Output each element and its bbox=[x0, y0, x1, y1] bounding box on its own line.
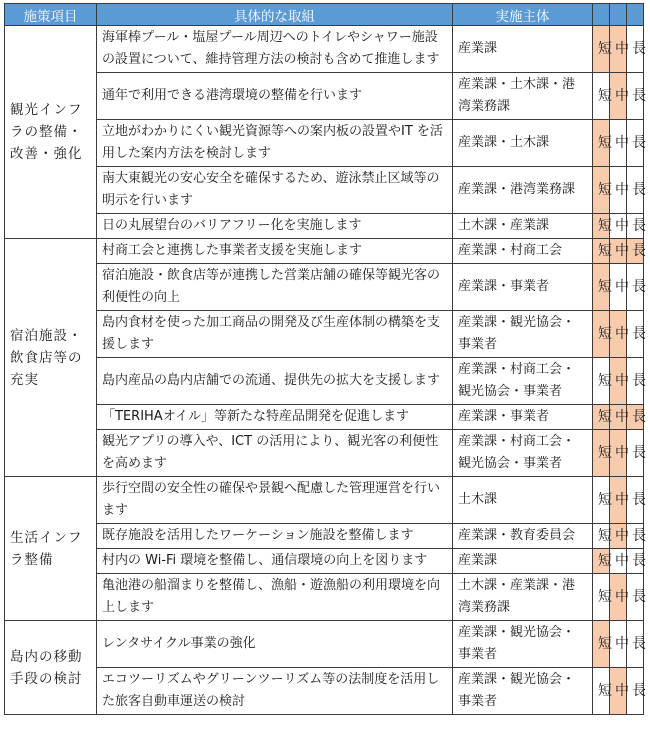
term-long-cell: 長 bbox=[627, 264, 644, 311]
term-short-cell: 短 bbox=[593, 621, 610, 668]
term-short-cell: 短 bbox=[593, 73, 610, 120]
table-row bbox=[5, 239, 644, 264]
owner-cell: 産業課・観光協会・事業者 bbox=[453, 668, 593, 715]
term-long-cell: 長 bbox=[627, 524, 644, 549]
term-short-cell: 短 bbox=[593, 264, 610, 311]
table-row bbox=[5, 574, 644, 621]
table-row bbox=[5, 214, 644, 239]
term-mid-cell: 中 bbox=[610, 311, 627, 358]
owner-cell: 産業課・土木課 bbox=[453, 120, 593, 167]
term-long-cell: 長 bbox=[627, 120, 644, 167]
action-cell: 島内産品の島内店舗での流通、提供先の拡大を支援します bbox=[97, 358, 453, 405]
header-term-long bbox=[627, 4, 644, 26]
term-short-cell: 短 bbox=[593, 311, 610, 358]
owner-cell: 産業課・観光協会・事業者 bbox=[453, 621, 593, 668]
term-mid-cell: 中 bbox=[610, 477, 627, 524]
owner-cell: 産業課 bbox=[453, 26, 593, 73]
action-cell: 歩行空間の安全性の確保や景観へ配慮した管理運営を行います bbox=[97, 477, 453, 524]
header-category: 施策項目 bbox=[5, 4, 97, 26]
term-mid-cell: 中 bbox=[610, 524, 627, 549]
term-long-cell: 長 bbox=[627, 430, 644, 477]
term-mid-cell: 中 bbox=[610, 26, 627, 73]
term-mid-cell: 中 bbox=[610, 405, 627, 430]
header-action: 具体的な取組 bbox=[97, 4, 453, 26]
term-long-cell: 長 bbox=[627, 239, 644, 264]
action-cell: 村内の Wi-Fi 環境を整備し、通信環境の向上を図ります bbox=[97, 549, 453, 574]
term-short-cell: 短 bbox=[593, 574, 610, 621]
table-row bbox=[5, 358, 644, 405]
action-cell: 通年で利用できる港湾環境の整備を行います bbox=[97, 73, 453, 120]
table-row bbox=[5, 621, 644, 668]
table-row bbox=[5, 311, 644, 358]
action-cell: 宿泊施設・飲食店等が連携した営業店舗の確保等観光客の利便性の向上 bbox=[97, 264, 453, 311]
term-long-cell: 長 bbox=[627, 311, 644, 358]
owner-cell: 産業課・観光協会・事業者 bbox=[453, 311, 593, 358]
term-short-cell: 短 bbox=[593, 167, 610, 214]
measures-table bbox=[4, 3, 644, 715]
term-mid-cell: 中 bbox=[610, 430, 627, 477]
action-cell: 海軍棒プール・塩屋プール周辺へのトイレやシャワー施設の設置について、維持管理方法の検討も含めて推進します bbox=[97, 26, 453, 73]
owner-cell: 土木課・産業課・港湾業務課 bbox=[453, 574, 593, 621]
owner-cell: 産業課・村商工会 bbox=[453, 239, 593, 264]
owner-cell: 産業課・事業者 bbox=[453, 405, 593, 430]
owner-cell: 産業課・土木課・港湾業務課 bbox=[453, 73, 593, 120]
action-cell: レンタサイクル事業の強化 bbox=[97, 621, 453, 668]
term-mid-cell: 中 bbox=[610, 120, 627, 167]
table-row bbox=[5, 549, 644, 574]
term-long-cell: 長 bbox=[627, 621, 644, 668]
action-cell: エコツーリズムやグリーンツーリズム等の法制度を活用した旅客自動車運送の検討 bbox=[97, 668, 453, 715]
table-row bbox=[5, 73, 644, 120]
action-cell: 島内食材を使った加工商品の開発及び生産体制の構築を支援します bbox=[97, 311, 453, 358]
table-row bbox=[5, 430, 644, 477]
header-owner: 実施主体 bbox=[453, 4, 593, 26]
term-long-cell: 長 bbox=[627, 477, 644, 524]
category-cell: 宿泊施設・飲食店等の充実 bbox=[5, 239, 97, 477]
table-row bbox=[5, 26, 644, 73]
term-short-cell: 短 bbox=[593, 477, 610, 524]
term-long-cell: 長 bbox=[627, 167, 644, 214]
term-long-cell: 長 bbox=[627, 358, 644, 405]
action-cell: 村商工会と連携した事業者支援を実施します bbox=[97, 239, 453, 264]
table-row bbox=[5, 264, 644, 311]
table-row bbox=[5, 167, 644, 214]
owner-cell: 産業課・村商工会・観光協会・事業者 bbox=[453, 358, 593, 405]
term-mid-cell: 中 bbox=[610, 73, 627, 120]
action-cell: 立地がわかりにくい観光資源等への案内板の設置やIT を活用した案内方法を検討します bbox=[97, 120, 453, 167]
category-cell: 生活インフラ整備 bbox=[5, 477, 97, 621]
table-row bbox=[5, 405, 644, 430]
term-mid-cell: 中 bbox=[610, 621, 627, 668]
action-cell: 南大東観光の安心安全を確保するため、遊泳禁止区域等の明示を行います bbox=[97, 167, 453, 214]
term-long-cell: 長 bbox=[627, 214, 644, 239]
header-term-short bbox=[593, 4, 610, 26]
action-cell: 亀池港の船溜まりを整備し、漁船・遊漁船の利用環境を向上します bbox=[97, 574, 453, 621]
table-body bbox=[5, 26, 644, 715]
term-mid-cell: 中 bbox=[610, 239, 627, 264]
owner-cell: 産業課 bbox=[453, 549, 593, 574]
term-mid-cell: 中 bbox=[610, 167, 627, 214]
owner-cell: 土木課・産業課 bbox=[453, 214, 593, 239]
term-short-cell: 短 bbox=[593, 26, 610, 73]
table-row bbox=[5, 120, 644, 167]
term-long-cell: 長 bbox=[627, 574, 644, 621]
owner-cell: 産業課・事業者 bbox=[453, 264, 593, 311]
term-mid-cell: 中 bbox=[610, 358, 627, 405]
owner-cell: 土木課 bbox=[453, 477, 593, 524]
term-short-cell: 短 bbox=[593, 120, 610, 167]
header-term-mid bbox=[610, 4, 627, 26]
term-short-cell: 短 bbox=[593, 358, 610, 405]
term-short-cell: 短 bbox=[593, 405, 610, 430]
owner-cell: 産業課・村商工会・観光協会・事業者 bbox=[453, 430, 593, 477]
term-long-cell: 長 bbox=[627, 668, 644, 715]
term-short-cell: 短 bbox=[593, 214, 610, 239]
term-short-cell: 短 bbox=[593, 430, 610, 477]
term-long-cell: 長 bbox=[627, 405, 644, 430]
term-mid-cell: 中 bbox=[610, 264, 627, 311]
term-mid-cell: 中 bbox=[610, 214, 627, 239]
table-row bbox=[5, 668, 644, 715]
table-row bbox=[5, 477, 644, 524]
term-mid-cell: 中 bbox=[610, 549, 627, 574]
term-long-cell: 長 bbox=[627, 549, 644, 574]
action-cell: 観光アプリの導入や、ICT の活用により、観光客の利便性を高めます bbox=[97, 430, 453, 477]
term-mid-cell: 中 bbox=[610, 574, 627, 621]
owner-cell: 産業課・教育委員会 bbox=[453, 524, 593, 549]
table-row bbox=[5, 524, 644, 549]
term-mid-cell: 中 bbox=[610, 668, 627, 715]
owner-cell: 産業課・港湾業務課 bbox=[453, 167, 593, 214]
action-cell: 日の丸展望台のバリアフリー化を実施します bbox=[97, 214, 453, 239]
term-long-cell: 長 bbox=[627, 73, 644, 120]
category-cell: 観光インフラの整備・改善・強化 bbox=[5, 26, 97, 239]
term-short-cell: 短 bbox=[593, 668, 610, 715]
term-short-cell: 短 bbox=[593, 524, 610, 549]
action-cell: 既存施設を活用したワーケーション施設を整備します bbox=[97, 524, 453, 549]
term-short-cell: 短 bbox=[593, 549, 610, 574]
category-cell: 島内の移動手段の検討 bbox=[5, 621, 97, 715]
term-short-cell: 短 bbox=[593, 239, 610, 264]
action-cell: 「TERIHAオイル」等新たな特産品開発を促進します bbox=[97, 405, 453, 430]
term-long-cell: 長 bbox=[627, 26, 644, 73]
table-header-row bbox=[5, 4, 644, 26]
